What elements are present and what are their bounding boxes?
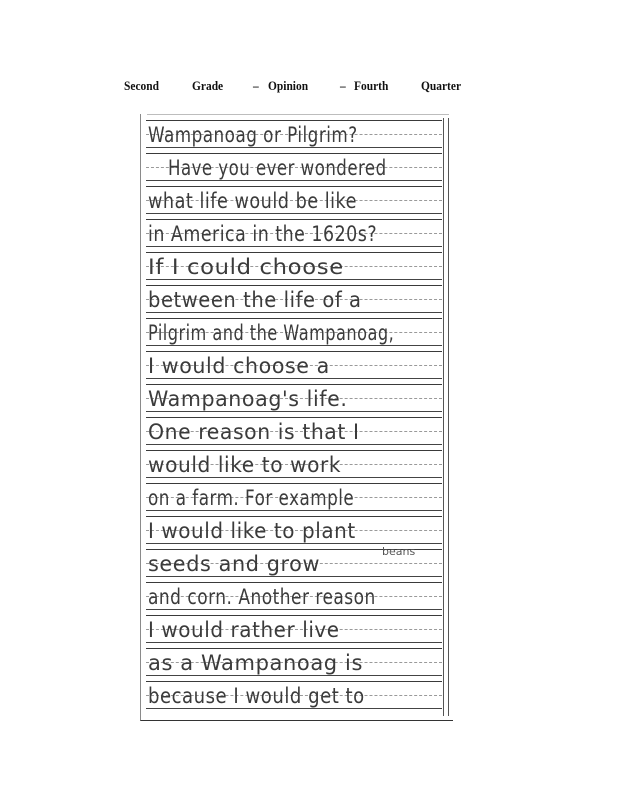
- inserted-word-beans: beans: [382, 545, 416, 558]
- writing-line-13: [146, 516, 442, 547]
- line-text-17: as a Wampanoag is: [148, 651, 363, 675]
- writing-line-9: [146, 384, 442, 415]
- worksheet-header: [0, 78, 618, 98]
- line-text-14: seeds and grow: [148, 552, 321, 576]
- writing-line-5: [146, 252, 442, 283]
- header-word-opinion: Opinion: [268, 78, 309, 93]
- line-text-18: because I would get to: [148, 684, 365, 708]
- writing-line-18: [146, 681, 442, 712]
- line-text-1: Wampanoag or Pilgrim?: [148, 123, 358, 147]
- line-text-8: I would choose a: [148, 354, 330, 378]
- writing-line-15: [146, 582, 442, 613]
- sheet-top-edge: [147, 114, 449, 115]
- writing-line-12: [146, 483, 442, 514]
- writing-line-16: [146, 615, 442, 646]
- right-margin-line-1: [443, 118, 444, 716]
- header-dash-1: –: [253, 78, 259, 93]
- handwriting-sheet: [140, 114, 453, 721]
- writing-line-7: [146, 318, 442, 349]
- line-text-10: One reason is that I: [148, 420, 360, 444]
- writing-line-2: [146, 153, 442, 184]
- writing-line-17: [146, 648, 442, 679]
- line-text-6: between the life of a: [148, 288, 362, 312]
- writing-line-10: [146, 417, 442, 448]
- right-margin-line-2: [448, 118, 449, 716]
- line-text-4: in America in the 1620s?: [148, 222, 378, 246]
- writing-line-11: [146, 450, 442, 481]
- line-text-13: I would like to plant: [148, 519, 356, 543]
- line-text-16: I would rather live: [148, 618, 340, 642]
- header-word-grade: Grade: [192, 78, 224, 93]
- line-text-12: on a farm. For example: [148, 486, 355, 510]
- header-word-fourth: Fourth: [354, 78, 389, 93]
- line-text-15: and corn. Another reason: [148, 585, 376, 609]
- writing-line-1: [146, 120, 442, 151]
- header-dash-2: –: [340, 78, 346, 93]
- header-word-quarter: Quarter: [421, 78, 462, 93]
- line-text-2: Have you ever wondered: [168, 156, 387, 180]
- line-text-9: Wampanoag's life.: [148, 387, 348, 411]
- line-text-5: If I could choose: [148, 255, 344, 279]
- writing-line-8: [146, 351, 442, 382]
- line-text-7: Pilgrim and the Wampanoag,: [148, 321, 395, 345]
- line-text-11: would like to work: [148, 453, 342, 477]
- line-text-3: what life would be like: [148, 189, 358, 213]
- writing-line-4: [146, 219, 442, 250]
- writing-line-3: [146, 186, 442, 217]
- header-word-second: Second: [124, 78, 159, 93]
- writing-line-14: [146, 545, 442, 580]
- writing-line-6: [146, 285, 442, 316]
